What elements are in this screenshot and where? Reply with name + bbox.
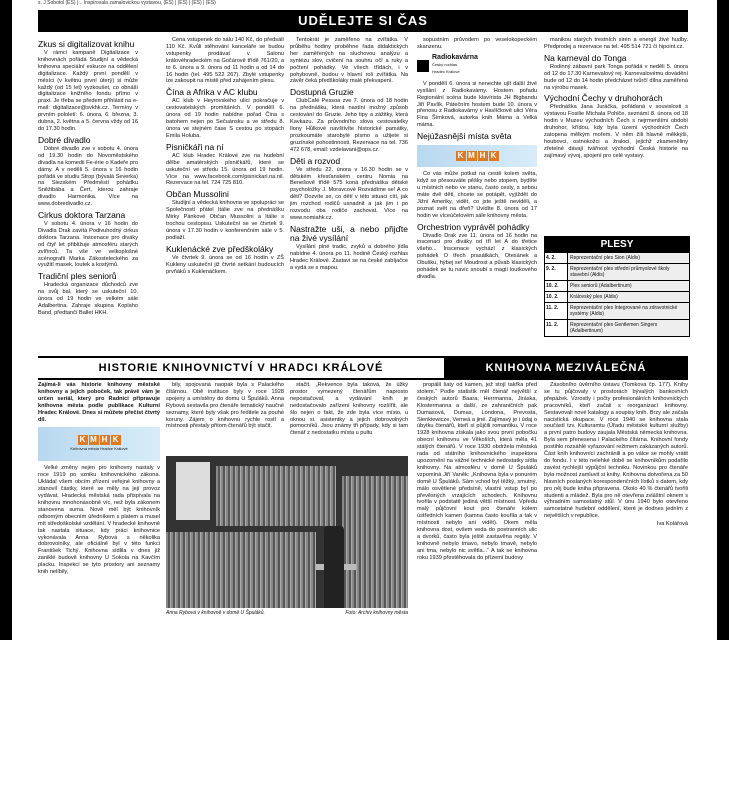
column-5 <box>544 37 688 233</box>
section-banner-knihovna: KNIHOVNA MEZIVÁLEČNÁ <box>444 356 688 380</box>
plesy-date: 10. 2. <box>545 292 568 302</box>
hist-text-1: Velké změny nejen pro knihovny nastaly v roce 1919 po vzniku knihovnického zákona. Ukládal všem obcím zřízení veřejné knihovny a stanovil částky, které se měly na její provoz vydávat. Hradecká městská rada přispívala na knihovnu mnohonásobně víc, než byla zákonem stanovena suma. Nově měl být knihovník odborným obecním úředníkem s platem a musel mít středoškolské vzdělání. V hradecké knihovně tak nastala situace, kdy práci knihovnice vykonávala Anna Rybová s několika dobrovolníky, ale oficiálně byl v této funkci František Tichý. Knihovna sídlila v dnes již zaniklé budově knihovny U Sokola na Kavčím placku. Inspekcí se tyto prostory ani seznamy knih nelíbily, <box>38 465 160 576</box>
article-text: Co vás může potkat na cestě kolem světa, když se přesouváte pěšky nebo stopem, bydlíte u místních nebo ve stanu, často cesty, s sebou máte dvě děti, chcete se potápět, vyjíždět do Jižní Ameriky, vidět, co jste ještě neviděli, a poznat svět na dřeň? Uvidíte 8. února od 17 hodin ve víceúčelovém sále knihovny města. <box>417 171 537 219</box>
article-text: V sobotu 4. února v 16 hodin do Divadla Drak zavítá Podivuhodný cirkus doktora Tarzana. Inscenace pro diváky od čtyř let přibližuje atmosféru starých zvířinců. Ta vše ve velkoplošné scénografii Marka Zákosteleckého za využití masek, loutek a kostýmů. <box>38 221 138 269</box>
hist-text-5: Zásobního úvěrního ústavu (Tomkova čp. 177). Knihy se tu půjčovaly v prostorách bývalých bankovních přepážek. Vzrostly i počty profesionálních knihovnických pracovníků, kteří začali s reorganizací knihovny. Sestavovali nové katalogy a soupisy knih. Brzy ale začala nacistická okupace. V roce 1940 se knihovna stala součástí tzv. Kulturamtu (Úřadu městské kulturní služby) a první patro budovy zaujala Městská německá knihovna. Byla sem přenesena i Palackého čítárna. Knihovní fondy postihlo rozsáhlé vyřazování režimem zakázaných autorů. Část knih knihovníci zachránili a po válce se mohly vrátit do fondu. I v této nelehké době se knihovníkům podařilo zavést rychlejší výpůjční techniku. Novinkou pro čtenáře byla možnost zamluvit si knihy. Knihovna dotvořena za 50 hlavních poslaných korespondenčních lístků s datem, kdy pro něj bude kniha připravena. Okolo 40 % čtenářů tvořili studenti a mládež. Byla pro ně otevřena zvláštní oknem s výhradním samostatný stůl. V únu 1940 bylo otevřeno samostatné hudební oddělení, které je dodnes jedním z největších v republice. <box>544 382 688 520</box>
article-text: Dobré divadlo zve v sobotu 4. února od 19.30 hodin do Novoměstského divadla na komedii Fe-érie o Kadeře pro dámy. A v neděli 5. února v 16 hodin pořádá ve studiu Strop (bývalá Severka) na Slezském Předměstí pohádku Sněžibába a Čert, kterou zahraje divadlo Harmonika. Více na www.dobredivadlo.cz. <box>38 145 138 208</box>
plesy-date: 4. 2. <box>545 253 568 263</box>
article-heading: Dobré divadlo <box>38 134 91 145</box>
hist-intro: Zajímá-li vás historie knihovny městské knihovny a jejich poboček, tak právě vám je určen seriál, který pro Radnici připravuje knihovna města podle publikace Kulturní Hradec Králové. Dnes si můžete přečíst čtvrtý díl. <box>38 382 160 423</box>
plesy-date: 9. 2. <box>545 264 568 280</box>
photo-caption <box>166 610 408 616</box>
hmhk-logo-small <box>417 145 537 167</box>
caption-left: Anna Rybová v knihovně v domě U Špuláků. <box>166 610 265 616</box>
article-text: ClubCafé Pessoa zve 7. února od 18 hodin na přednášku, která nastíní možný způsob cestování do Gruzie. Jeho tipy a zážitky, která Kavkazu. Za průvodního slova cestovatelky Ilony Hůlkové navštívíte historické památky, prozkoumáte starobylé písmo a užijete si gruzínské pohostinnosti. Rezervace na tel. 736 472 678, email: vzdelavani@ops.cz. <box>290 98 408 153</box>
column-2 <box>166 37 284 353</box>
article-heading: Dostupná Gruzie <box>290 87 354 98</box>
article-heading: Orchestrion vyprávěl pohádky <box>417 221 530 232</box>
article-heading: Pisničkáři na ní <box>166 141 224 152</box>
hist-text-4: propálil šaty od kamen, jež stojí takřka před stolem.“ Podle statistik měl čtenář největší z českých autorů Baara, Herrmanna, Jiráska, Klostermanna a další, ze zahraničních pak Dumasová, Dumas, Londona, Prevosta, Sienkiewicze, Verneá a jiné. Zajímavý je i údaj o úbytku čtenářů, kteří si půjčili romantiku. V roce 1928 knihovna získala jako svou první pobočku obecní knihovnu ve Věkoších, která měla 41 stálých čtenářů. V roce 1930 obdržela městská rada od státního knihovnického inspektora upozornění na vážné technické nedostatky sídla knihovny. Na atmosféru v domě U Špuláků vzpomíná Jiří Vaněk: „Knihovna byla v ponurém domě U Špuláků. Sám vchod byl těžký, smutný, málo osvětlené předsíně, vlastní vstup byl po převěsných vrzajících schodech. Knihovnu tvořila v podstatě jediná větší místnost. Vpředu malý půjčovní kout pro čtenáře kolem ústředních kamen (kamna často kouřila a tak v místnosti nebylo ani vidět). Okem měla knihovna dost, ovšem veda do postranních ulic a dvorků, často byla ještě zastavěna regály. V knihovně nebylo tmavo, nebylo tmavě, nebylo ani tma, nebylo nic světla...“ A tak se knihovna roku 1939 přestěhovala do přízemí budovy <box>417 382 537 561</box>
plesy-date: 11. 2. <box>545 320 568 336</box>
plesy-title: PLESY <box>545 237 689 252</box>
article-text: V rámci kampaně Digitalizace v knihovnách pořádá Studijní a vědecká knihovna speciální exkurze na oddělení digitalizace. Každý první pondělí v měsíci (v květnu první úterý) si může každý (od 15 let) vyzkoušet, co obnáší digitalizace knižního fondu přímo v praxi. Je třeba se předem přihlásit na e-mail: digitalizace@svkhk.cz. Termíny v prvním pololetí: 6. února, 6. března, 3. dubna, 2. května a 5. června vždy od 16 do 17.30 hodin. <box>38 50 138 132</box>
article-text: Vysílání plné tradic, zvyků a dobrého jídla nabídne 4. února po 11. hodině Český rozhlas Hradec Králové. Zastaví se na české zabíjačce a vydá se s mapou. <box>290 243 408 271</box>
hmhk-letter: M <box>90 435 97 445</box>
plesy-row <box>545 319 689 336</box>
hmhk-logo <box>38 427 160 461</box>
plesy-event: Reprezentační ples Sion (Aldis) <box>568 253 689 263</box>
article-text: sopustním průvodem po veselokopeckém skanzenu. <box>417 37 537 50</box>
caption-right: Foto: Archiv knihovny města <box>345 610 408 616</box>
section-banner-udelejte-si-cas: UDĚLEJTE SI ČAS <box>38 10 688 32</box>
article-text: Cena vstupenek do sálu 140 Kč, do předsálí 110 Kč. Kvůli stěhování kanceláře se budou vstupenky prodávat v Salonu královéhradeckém na Gočárově třídě 761/20, a to 6. února a 9. února od 11 hodin a od 14 do 16 hodin (tel. 495 522 267). Zbylé vstupenky lze zakoupit na místě před zahájením plesu. <box>166 37 284 85</box>
article-heading: Občan Mussolini <box>166 189 229 200</box>
article-text: Rodinný zábavní park Tonga pořádá v neděli 5. února od 12 do 17.30 Karnevalový rej. Karnevalovému dovádění bude od 12 do 14 hodin předcházet tvůrčí dílna zaměřená na výrobu masek. <box>544 63 688 91</box>
plesy-row <box>545 263 689 280</box>
radio-logo-sub1: Český rozhlas <box>432 62 458 68</box>
article-text: manikou starých trestních sirén a energií živé hudby. Předprodej a rezervace na tel. 495 514 721 či hipoint.cz. <box>544 37 688 50</box>
hmhk-logo-sub: Knihovna města Hradce Králové <box>70 446 128 452</box>
plesy-row <box>545 302 689 319</box>
article-text: Tentokrát je zaměřeno na zvířátka. V průběhu hodiny proběhne řada didaktických her zaměřených na sluchovou analýzu a syntézu slov, cvičení na souhru očí a ruky a počtení pohádky. Ve všech třídách, i v pohybovně, budou v hlavní roli zvířátka. Na závěr čeká předškoláky malé překvapení. <box>290 37 408 85</box>
plesy-date: 11. 2. <box>545 303 568 319</box>
article-text: Ve středu 22. února v 16.30 hodin se v dětském křesťanském centru Nomia na Benešově třídě 575 koná přednáška dětské psycholožky J. Moravcové Rozvádíme se! A co děti? Dozvíte se, co dětí v této situaci cítí, jak jim rozchod rodičů usnadnit a jak jim i po rozvodu oba rodiče zachovat. Více na www.nomiahk.cz. <box>290 166 408 221</box>
article-heading: Nejúžasnější místa světa <box>417 131 512 142</box>
right-scan-edge <box>717 0 729 640</box>
hist-text-3: stačit. „Rekvence byla taková, že úžký prostor vymezený čtenářům naprosto nepostačoval, a vydávání knih je nedostačovalo zařízení knihovny rozšířit, ale šlo nejen o fakt, že zde byla více místo, u oknou si. asistentky a jejich dobrovolných pomocníků. Jsou známy tři případy, kdy si tam čtenář z nedostatku místa u pultu <box>290 382 408 437</box>
article-text: Ve čtvrtek 9. února se od 16 hodin v ZŠ Kukleny uskuteční již čtvrté setkání budoucích prvňáků s Kuklenáčkem. <box>166 254 284 275</box>
article-text: AC klub v Heyrovského ulici pokračuje v cestovatelských promítáních. V pondělí 6. února od 19 hodin nabídne pořad Čína s batohem nejen po Sečuánsku a ve středu 8. února ve stejném čase S cestou po stopách Emila Holuba. <box>166 98 284 139</box>
hmhk-letter: K <box>78 435 88 445</box>
plesy-event: Královský ples (Aldis) <box>568 292 689 302</box>
hmhk-letter: H <box>478 151 488 161</box>
article-heading: Na karneval do Tonga <box>544 52 627 63</box>
hmhk-letter: K <box>489 151 499 161</box>
plesy-event: Ples seniorů (Adalbertinum) <box>568 281 689 291</box>
radiokavarna-logo <box>417 55 537 77</box>
top-strip: s. J Sobotol (ES) | .. Inspirovala zamalovickou vystavou, (ES) | (ES) | (ES) | (ES) <box>38 0 216 6</box>
article-heading: Cirkus doktora Tarzana <box>38 210 126 221</box>
hmhk-letter: K <box>456 151 466 161</box>
article-text: Divadlo Drak zve 11. února od 16 hodin na inscenaci pro diváky od tří let A do třetice všeho... Inscenace vychází z klasických pohádek O třech prasátkách, Otesánek a Obušku, hýbej se! Moudrost a půvab klasických pohádek se tu navíc snoubí s magií loutkového divadla. <box>417 232 537 280</box>
radio-logo-title: Radiokavárna <box>432 54 478 62</box>
article-text: V pondělí 6. února si nenechte ujít další živé vysílání z Radiokavárny. Hostem pořadu Regionální scéna bude klavírista JH Bigbandu Jiří Pavlík. Pátečním hostem bude 10. února v přenosu z Radiokavárny v Havlíčkově ulici Věra Fina Šímková, autorka knih Máma a Velká máma. <box>417 80 537 129</box>
radio-logo-sub2: Hradec Králové <box>432 69 460 75</box>
article-heading: Čína a Afrika v AC klubu <box>166 87 258 98</box>
hmhk-letter: H <box>100 435 110 445</box>
left-scan-edge <box>0 0 12 640</box>
article-heading: Zkus si digitalizovat knihu <box>38 39 135 49</box>
article-text: Přednáška Jana Juráčka, pořádaná v souvislosti s výstavou Fosilie Michala Pohlče, seznámí 8. února od 18 hodin v Muzeu východních Čech s nejrmenšími období druhohor, křídou, kdy byla území východních Čech zatopena mělkým mořem. V něm žili hlavně měkkýši, houbovci, ostnokožci a žraloci, jejichž zkameněliny zřetelné dávají tvářnost východní Česká historie na zajímavý vývoj, spojení pro celé vystavy. <box>544 104 688 159</box>
radio-logo-icon <box>417 60 429 72</box>
hmhk-letter: M <box>468 151 475 161</box>
plesy-box <box>544 236 690 337</box>
article-text: AC klub Hradec Králové zve na hudební dělbe amatérských písničkářů, které se uskuteční ve středu 15. února od 19 hodin. Více na www.facebook.com/pisnickari.na.nil. Rezervace na tel. 724 725 810. <box>166 152 284 187</box>
article-heading: Děti a rozvod <box>290 155 341 166</box>
hmhk-letter: K <box>111 435 121 445</box>
hist-col-1 <box>38 382 160 622</box>
article-text: Hradecká organizace důchodců zve na svůj bal, který se uskuteční 10. února od 19 hodin ve velkém sále Adalbertina. Zahraje skupina Koplaho Band, předtančí Ballet HKH. <box>38 282 138 316</box>
plesy-row <box>545 252 689 263</box>
plesy-date: 10. 2. <box>545 281 568 291</box>
hist-col-2 <box>166 382 284 454</box>
hist-col-4 <box>417 382 537 622</box>
plesy-event: Reprezentační ples Gentlemen Singers (Adalbertinum) <box>568 320 689 336</box>
column-4 <box>417 37 537 353</box>
hist-text-2: bily, spojovaná naopak byla s Palackého čítárnou. Obě instituce byly v roce 1928 spojeny a umístěny do domu U Špuláků. Anna Rybová sestavila pro čtenáře tematický naučné seznamy, které byly však pro ředitele za pouhé koruny. Zájem o knihovnu rychle rostl a místnosti přestaly přitom čtenářů být stačit. <box>166 382 284 430</box>
hist-col-5 <box>544 382 688 622</box>
article-heading: Východní Čechy v druhohorách <box>544 93 663 104</box>
column-1 <box>38 37 138 353</box>
section-banner-historie: HISTORIE KNIHOVNICTVÍ V HRADCI KRÁLOVÉ <box>38 356 444 380</box>
article-heading: Kuklenácké zve předškoláky <box>166 243 274 254</box>
library-photo <box>166 456 408 608</box>
article-text: Studijní a vědecká knihovna ve spolupráci se Společností přátel Itálie zve na přednášku Mirky Pánkové Občan Mussolini a Itálie s trochou cestopisu. Uskuteční se ve čtvrtek 9. února v 17.30 hodin v konferenčním sále v 5. podlaží. <box>166 200 284 241</box>
column-3 <box>290 37 408 353</box>
plesy-row <box>545 291 689 302</box>
plesy-event: Reprezentační ples Integrované na zdravotnické systémy (Aldis) <box>568 303 689 319</box>
plesy-row <box>545 280 689 291</box>
plesy-event: Reprezentační ples střední průmyslové školy stavební (Aldis) <box>568 264 689 280</box>
hist-col-3 <box>290 382 408 454</box>
signature: Iva Kolářová <box>656 521 688 528</box>
article-heading: Nastražte uši, a nebo přijďte na živé vysílání <box>290 223 408 243</box>
article-heading: Tradiční ples seniorů <box>38 271 117 282</box>
